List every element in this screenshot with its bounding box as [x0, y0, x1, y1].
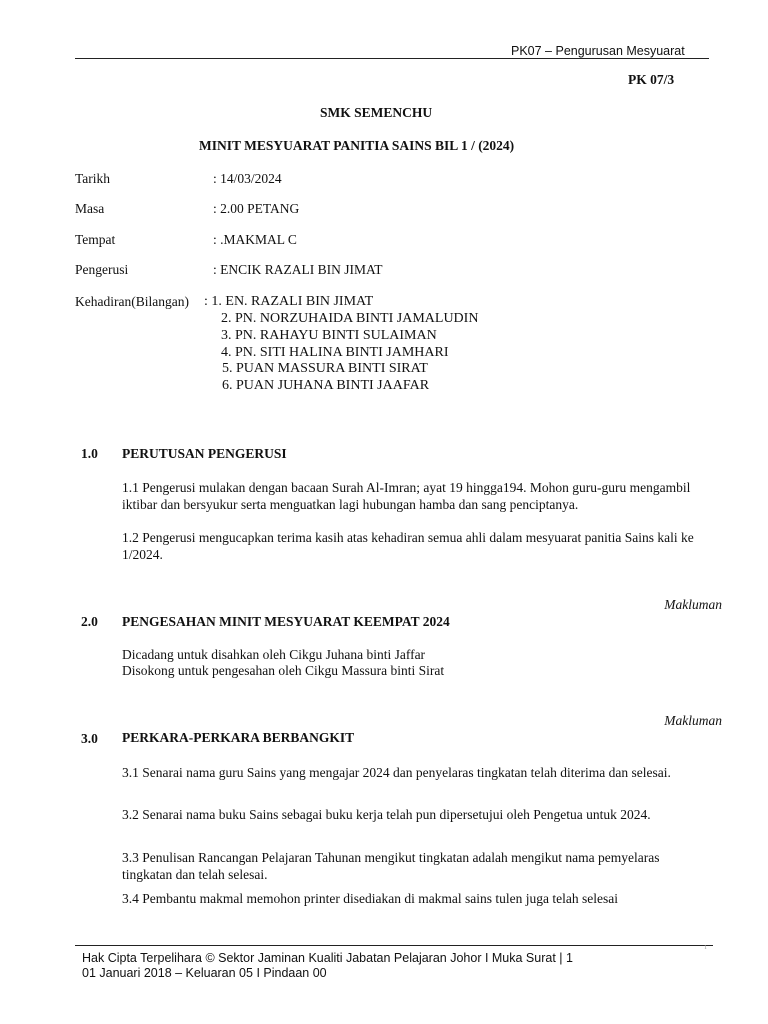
- footer-issue: 01 Januari 2018 – Keluaran 05 I Pindaan 00: [82, 966, 327, 980]
- section-paragraph: 3.2 Senarai nama buku Sains sebagai buku kerja telah pun dipersetujui oleh Pengetua untuk 2024.: [122, 807, 651, 822]
- section-paragraph: 1.1 Pengerusi mulakan dengan bacaan Surah Al-Imran; ayat 19 hingga194. Mohon guru-guru mengambil iktibar dan bersyukur serta menguatkan lagi hubungan hamba dan sang penciptanya.: [122, 480, 691, 512]
- attendee: 3. PN. RAHAYU BINTI SULAIMAN: [221, 328, 437, 343]
- meeting-title: MINIT MESYUARAT PANITIA SAINS BIL 1 / (2024): [199, 138, 515, 153]
- date-label: Tarikh: [75, 171, 111, 186]
- document-reference: PK07 – Pengurusan Mesyuarat: [511, 44, 685, 58]
- attendee: 5. PUAN MASSURA BINTI SIRAT: [222, 361, 428, 376]
- page-mark: 1: [704, 945, 707, 951]
- attendee: 4. PN. SITI HALINA BINTI JAMHARI: [221, 345, 449, 360]
- chairperson-label: Pengerusi: [75, 262, 129, 277]
- section-number: 2.0: [81, 614, 98, 629]
- section-title: PERUTUSAN PENGERUSI: [122, 446, 287, 461]
- section-note: Makluman: [664, 713, 722, 728]
- time-label: Masa: [75, 201, 105, 216]
- section-paragraph: 1.2 Pengerusi mengucapkan terima kasih atas kehadiran semua ahli dalam mesyuarat panitia Sains kali ke 1/2024.: [122, 530, 694, 562]
- section-paragraph: 3.3 Penulisan Rancangan Pelajaran Tahunan mengikut tingkatan adalah mengikut nama pemyelaras tingkatan dan telah selesai.: [122, 850, 660, 882]
- section-paragraph: 3.1 Senarai nama guru Sains yang mengajar 2024 dan penyelaras tingkatan telah diterima dan selesai.: [122, 765, 671, 780]
- header-divider: [75, 58, 709, 59]
- footer-divider: [75, 945, 713, 946]
- attendee: 2. PN. NORZUHAIDA BINTI JAMALUDIN: [221, 311, 479, 326]
- section-number: 1.0: [81, 446, 98, 461]
- chairperson-value: : ENCIK RAZALI BIN JIMAT: [213, 262, 383, 277]
- section-paragraph: 3.4 Pembantu makmal memohon printer disediakan di makmal sains tulen juga telah selesai: [122, 891, 619, 906]
- attendee: 6. PUAN JUHANA BINTI JAAFAR: [222, 378, 430, 393]
- footer-copyright: Hak Cipta Terpelihara © Sektor Jaminan Kualiti Jabatan Pelajaran Johor I Muka Surat | 1: [82, 951, 573, 965]
- form-code: PK 07/3: [628, 72, 675, 87]
- section-number: 3.0: [81, 731, 98, 746]
- attendee: : 1. EN. RAZALI BIN JIMAT: [204, 294, 374, 309]
- section-note: Makluman: [664, 597, 722, 612]
- section-paragraph: Dicadang untuk disahkan oleh Cikgu Juhana binti Jaffar: [122, 647, 426, 662]
- time-value: : 2.00 PETANG: [213, 201, 300, 216]
- section-title: PENGESAHAN MINIT MESYUARAT KEEMPAT 2024: [122, 614, 450, 629]
- school-name: SMK SEMENCHU: [320, 105, 433, 120]
- venue-value: : .MAKMAL C: [213, 232, 297, 247]
- section-paragraph: Disokong untuk pengesahan oleh Cikgu Massura binti Sirat: [122, 663, 445, 678]
- section-title: PERKARA-PERKARA BERBANGKIT: [122, 730, 355, 745]
- attendance-label: Kehadiran(Bilangan): [75, 294, 189, 309]
- date-value: : 14/03/2024: [213, 171, 282, 186]
- venue-label: Tempat: [75, 232, 116, 247]
